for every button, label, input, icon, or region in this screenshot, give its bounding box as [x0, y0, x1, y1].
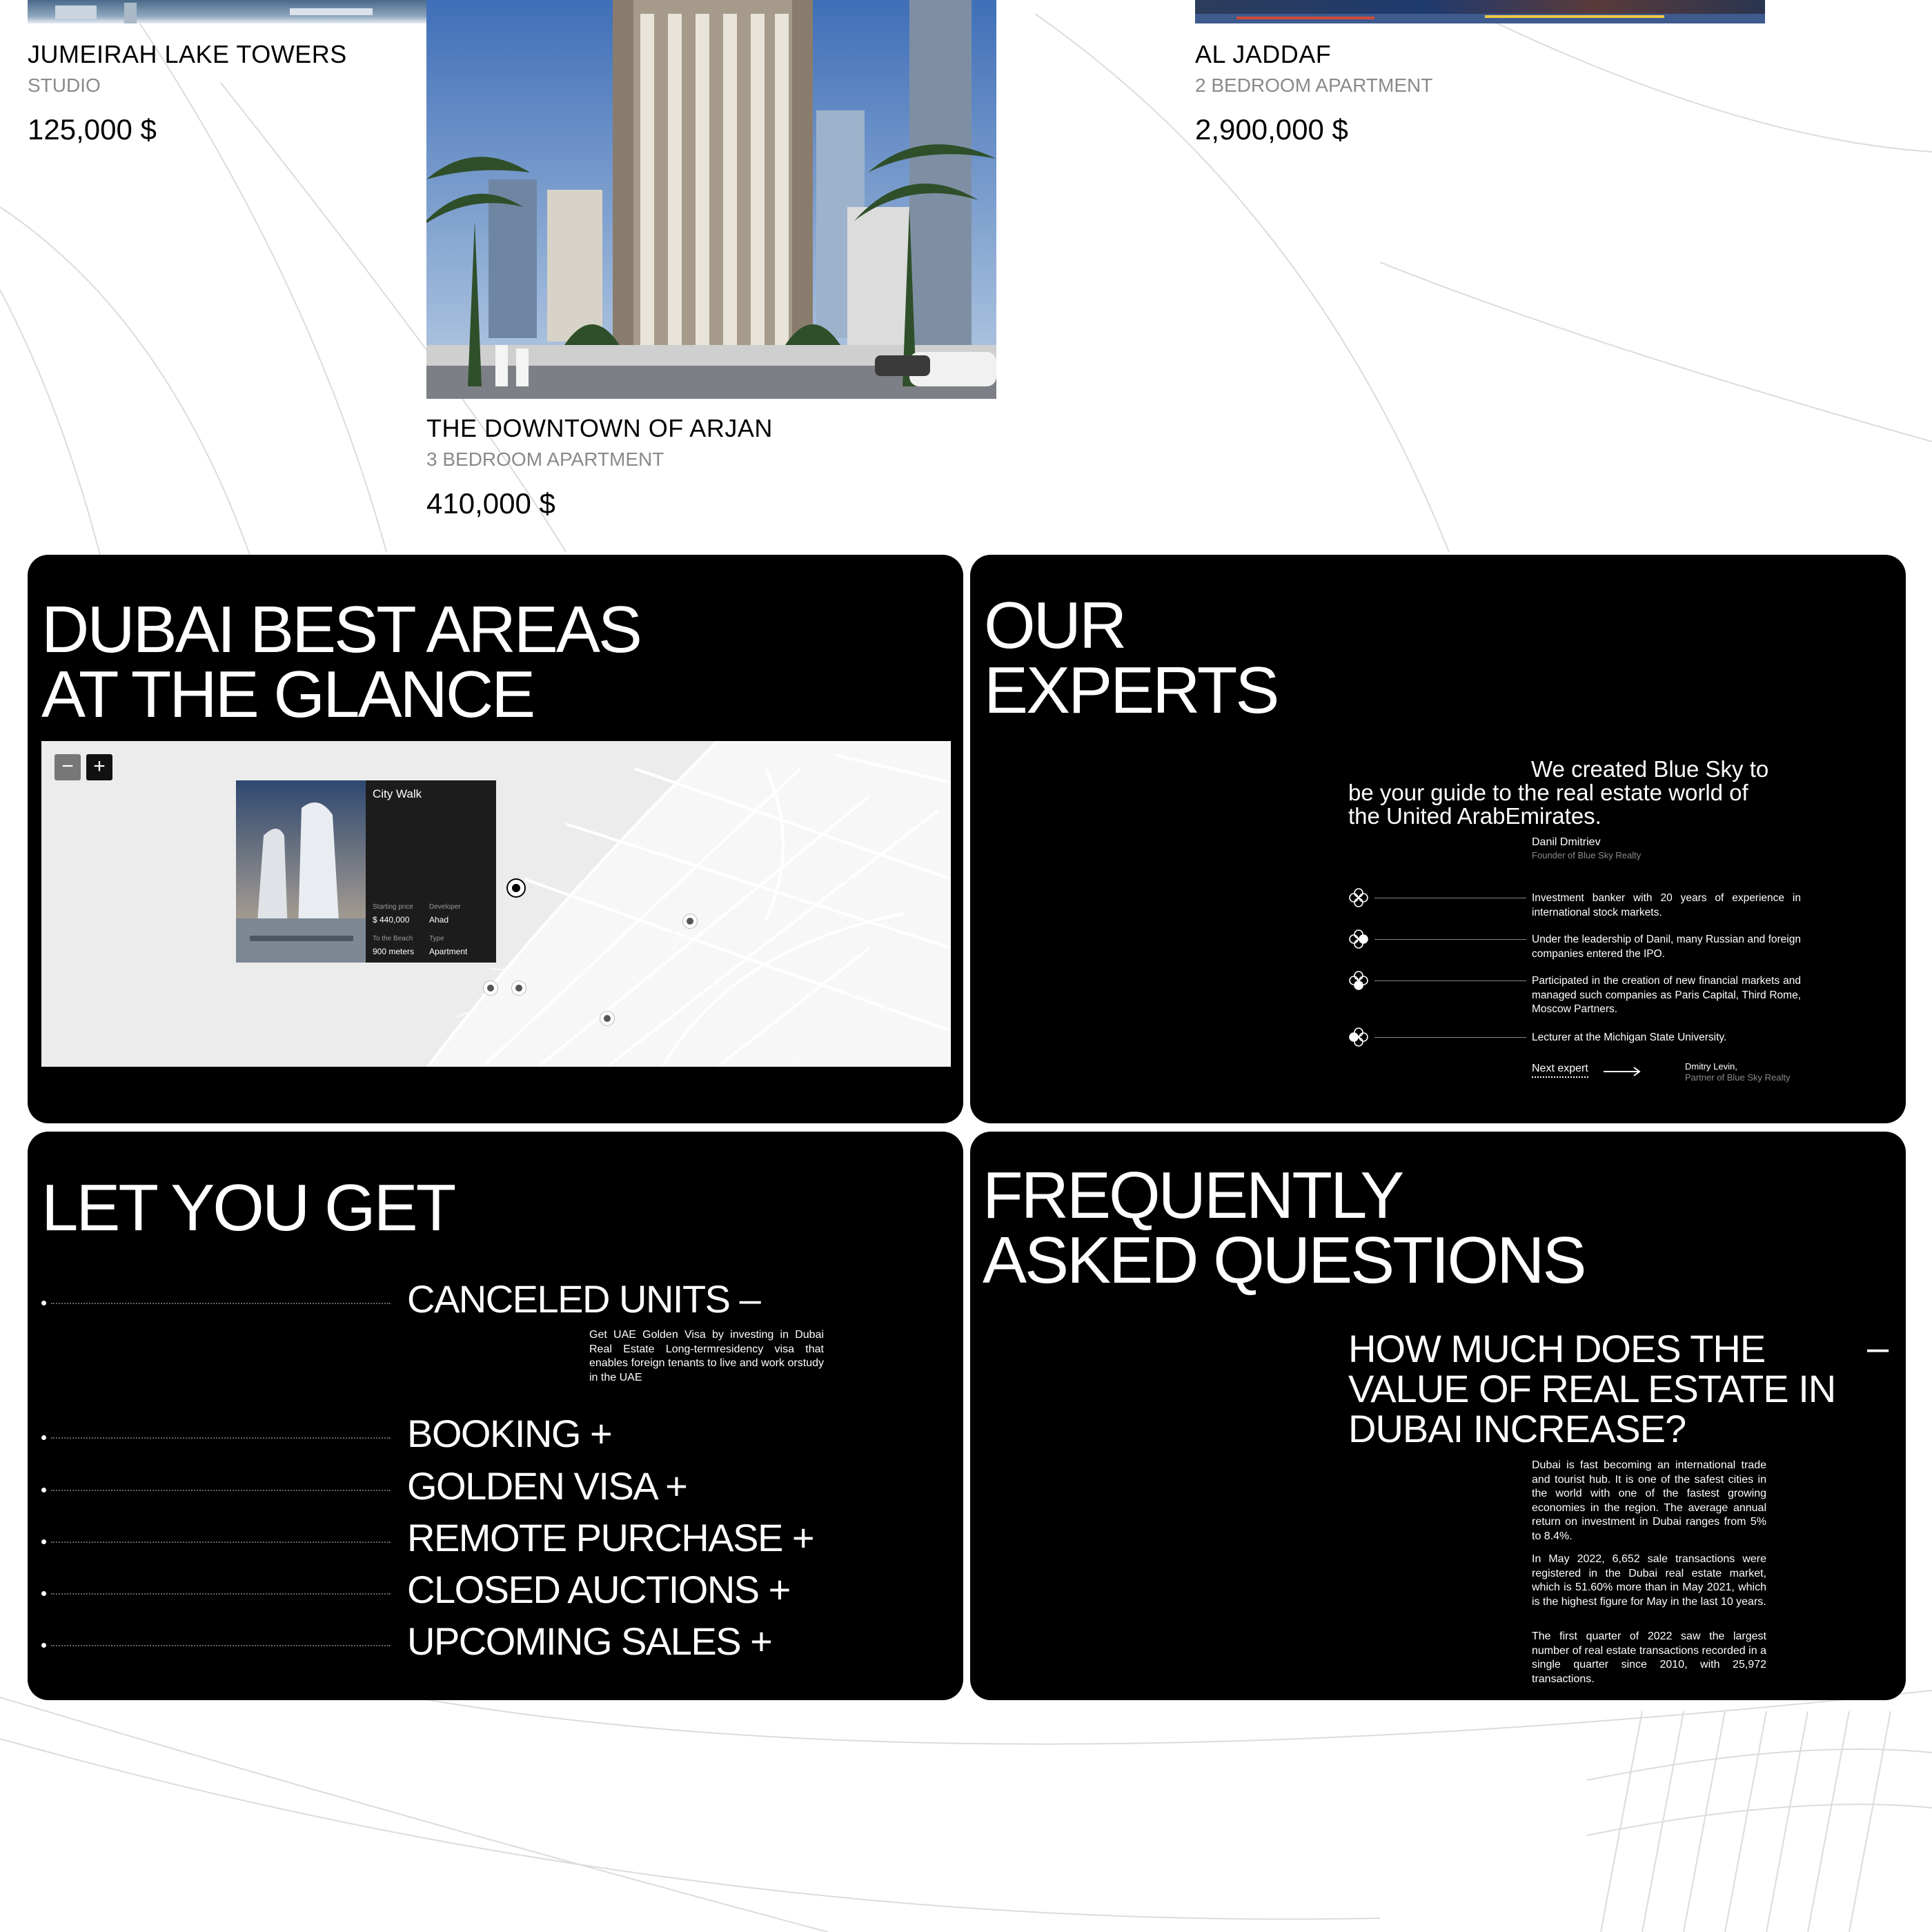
listing-price: 125,000 $: [28, 113, 157, 146]
zoom-out-button[interactable]: −: [55, 754, 81, 780]
experts-title: [984, 589, 1278, 727]
accordion-label[interactable]: BOOKING +: [407, 1412, 612, 1455]
faq-question[interactable]: HOW MUCH DOES THE VALUE OF REAL ESTATE IN DUBAI INCREASE?: [1348, 1327, 1836, 1450]
listing-type: STUDIO: [28, 75, 101, 96]
listing-name[interactable]: JUMEIRAH LAKE TOWERS: [28, 40, 347, 68]
flower-icon: [1348, 970, 1369, 991]
listing-card[interactable]: [426, 0, 999, 531]
faq-answer-paragraph: Dubai is fast becoming an international trade and tourist hub. It is one of the safest cities in the world with one of the fastest growing economies in the region. The average annual return on investment in Dubai ranges from 5% to 8.4%.: [1532, 1459, 1766, 1542]
accordion-label[interactable]: CLOSED AUCTIONS +: [407, 1568, 790, 1611]
dotted-leader: [51, 1303, 391, 1304]
accordion-label[interactable]: CANCELED UNITS –: [407, 1277, 760, 1321]
flower-icon: [1348, 1027, 1369, 1047]
accordion-label[interactable]: REMOTE PURCHASE +: [407, 1516, 814, 1559]
let-you-get-panel: [28, 1132, 963, 1700]
accordion-content: Get UAE Golden Visa by investing in Dubai Real Estate Long-termresidency visa that enables foreign tenants to live and work orstudy in the UAE: [589, 1329, 824, 1383]
areas-map[interactable]: [41, 741, 951, 1067]
fact-divider: [1374, 939, 1526, 940]
listing-card[interactable]: [28, 0, 442, 152]
popup-title: City Walk: [373, 787, 422, 800]
fact-text: Investment banker with 20 years of experience in international stock markets.: [1532, 892, 1801, 918]
quote-line: be your guide to the real estate world of: [1348, 780, 1748, 805]
map-pin-active[interactable]: [508, 880, 524, 896]
popup-starting-price-label: Starting price: [373, 903, 413, 911]
dotted-leader: [51, 1541, 391, 1543]
fact-divider: [1374, 980, 1526, 981]
expert-role: Founder of Blue Sky Realty: [1532, 850, 1642, 860]
popup-beach-label: To the Beach: [373, 935, 413, 943]
listing-card[interactable]: [1195, 0, 1768, 152]
listing-photo: [1195, 0, 1765, 23]
experts-title-line: EXPERTS: [984, 653, 1278, 727]
faq-panel: [970, 1132, 1906, 1700]
next-expert-role: Partner of Blue Sky Realty: [1685, 1072, 1791, 1083]
listing-photo: [28, 0, 426, 23]
fact-text: Lecturer at the Michigan State University.: [1532, 1032, 1727, 1043]
faq-title-line: FREQUENTLY: [983, 1159, 1403, 1232]
bullet-dot: [41, 1488, 46, 1492]
expert-quote: [1348, 758, 1804, 828]
popup-type: Apartment: [429, 947, 468, 956]
faq-title-line: ASKED QUESTIONS: [983, 1223, 1585, 1297]
dotted-leader: [51, 1490, 391, 1491]
next-expert-link[interactable]: Next expert: [1532, 1063, 1588, 1078]
areas-title-line: AT THE GLANCE: [41, 658, 534, 731]
fact-text: Under the leadership of Danil, many Russian and foreign companies entered the IPO.: [1532, 934, 1801, 960]
faq-title: [983, 1159, 1585, 1297]
areas-title-line: DUBAI BEST AREAS: [41, 593, 640, 667]
map-pin[interactable]: [512, 981, 526, 995]
dotted-leader: [51, 1645, 391, 1646]
quote-line: the United ArabEmirates.: [1348, 803, 1601, 829]
listing-price: 410,000 $: [426, 487, 555, 520]
flower-icon: [1348, 929, 1369, 949]
accordion-label[interactable]: GOLDEN VISA +: [407, 1464, 687, 1508]
areas-title: [41, 593, 640, 731]
dotted-leader: [51, 1593, 391, 1595]
areas-panel: [28, 555, 963, 1123]
accordion-label[interactable]: UPCOMING SALES +: [407, 1619, 772, 1663]
listing-type: 3 BEDROOM APARTMENT: [426, 448, 664, 470]
listing-photo: [426, 0, 996, 399]
bullet-dot: [41, 1539, 46, 1544]
faq-collapse-toggle[interactable]: –: [1867, 1325, 1889, 1369]
flower-icon: [1348, 887, 1369, 908]
next-expert-name: Dmitry Levin,: [1685, 1061, 1737, 1072]
map-pin[interactable]: [484, 981, 497, 995]
popup-type-label: Type: [429, 935, 444, 943]
dotted-leader: [51, 1437, 391, 1439]
expert-name: Danil Dmitriev: [1532, 836, 1601, 848]
bullet-dot: [41, 1435, 46, 1440]
popup-beach: 900 meters: [373, 947, 415, 956]
zoom-in-button[interactable]: +: [86, 754, 112, 780]
bullet-dot: [41, 1301, 46, 1305]
quote-line: We created Blue Sky to: [1531, 756, 1769, 782]
let-you-get-title: LET YOU GET: [41, 1171, 455, 1245]
listing-price: 2,900,000 $: [1195, 113, 1348, 146]
map-pin[interactable]: [600, 1012, 614, 1025]
bullet-dot: [41, 1591, 46, 1596]
bullet-dot: [41, 1643, 46, 1648]
fact-text: Participated in the creation of new financial markets and managed such companies as Paris Capital, Third Rome, Moscow Partners.: [1532, 975, 1801, 1015]
map-pin[interactable]: [683, 914, 697, 928]
experts-title-line: OUR: [984, 589, 1125, 662]
popup-starting-price: $ 440,000: [373, 915, 410, 925]
listing-type: 2 BEDROOM APARTMENT: [1195, 75, 1433, 96]
fact-divider: [1374, 1037, 1526, 1038]
popup-developer-label: Developer: [429, 903, 461, 911]
listing-name[interactable]: THE DOWNTOWN OF ARJAN: [426, 414, 773, 442]
popup-photo: [236, 780, 366, 963]
faq-answer-paragraph: In May 2022, 6,652 sale transactions were registered in the Dubai real estate market, which is 51.60% more than in May 2021, which is the highest figure for May in the last 10 years.: [1532, 1553, 1766, 1608]
experts-panel: [970, 555, 1906, 1123]
map-popup-card[interactable]: [236, 780, 496, 963]
arrow-right-icon[interactable]: [1604, 1067, 1642, 1076]
popup-developer: Ahad: [429, 915, 449, 925]
listing-name[interactable]: AL JADDAF: [1195, 40, 1332, 68]
faq-answer-paragraph: The first quarter of 2022 saw the largest number of real estate transactions recorded in a single quarter since 2010, with 25,972 transactions.: [1532, 1630, 1766, 1685]
